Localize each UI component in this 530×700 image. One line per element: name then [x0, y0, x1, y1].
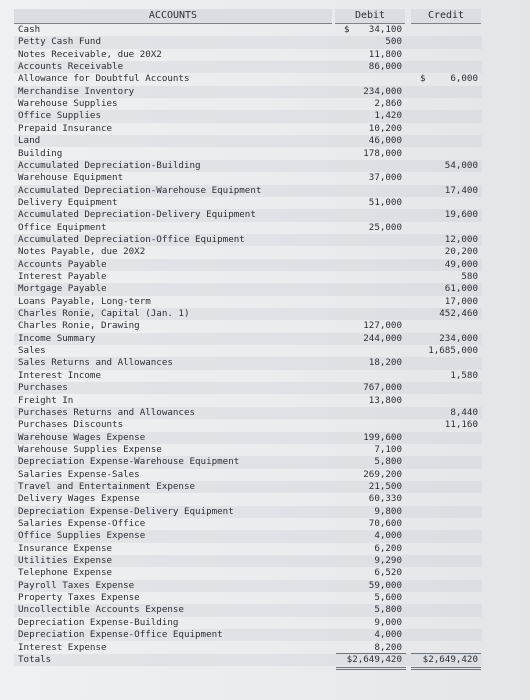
account-name: Warehouse Supplies Expense [18, 443, 162, 455]
debit-amount: 9,290 [374, 555, 402, 567]
credit-amount: 54,000 [444, 159, 478, 171]
credit-amount: 17,400 [444, 184, 478, 196]
credit-amount: 17,000 [444, 295, 478, 307]
account-name: Depreciation Expense-Warehouse Equipment [18, 456, 240, 468]
account-name: Delivery Wages Expense [18, 493, 140, 505]
table-row [14, 259, 482, 271]
table-row [14, 370, 482, 382]
total-rule [336, 667, 406, 668]
debit-amount: 5,600 [374, 592, 402, 604]
account-name: Salaries Expense-Office [18, 518, 146, 529]
table-row [14, 24, 482, 36]
debit-amount: 2,860 [374, 98, 402, 110]
table-row [14, 530, 482, 542]
table-row [14, 49, 482, 61]
account-name: Warehouse Supplies [18, 98, 118, 110]
table-row [14, 222, 482, 234]
table-row [14, 407, 482, 419]
debit-amount: 21,500 [368, 480, 402, 492]
credit-amount: 6,000 [450, 73, 478, 85]
credit-amount: 8,440 [450, 406, 478, 418]
debit-amount: 60,330 [368, 493, 402, 505]
table-row [14, 246, 482, 258]
debit-amount: 127,000 [363, 320, 402, 332]
debit-amount: 7,100 [374, 443, 402, 455]
table-row [14, 444, 482, 456]
table-row [14, 209, 482, 221]
account-name: Income Summary [18, 332, 96, 344]
table-row [14, 197, 482, 209]
table-row [14, 123, 482, 135]
account-name: Travel and Entertainment Expense [18, 480, 196, 492]
account-name: Telephone Expense [18, 567, 113, 579]
debit-amount: 11,800 [368, 48, 402, 60]
account-name: Notes Receivable, due 20X2 [18, 48, 162, 60]
debit-amount: 51,000 [368, 196, 402, 208]
account-name: Uncollectible Accounts Expense [18, 604, 184, 616]
account-name: Merchandise Inventory [18, 85, 135, 97]
table-row [14, 61, 482, 73]
debit-amount: 9,000 [374, 616, 402, 628]
account-name: Loans Payable, Long-term [18, 295, 151, 307]
total-rule [336, 669, 406, 670]
account-name: Charles Ronie, Drawing [18, 320, 140, 332]
account-name: Sales [18, 345, 46, 357]
debit-amount: 1,420 [374, 110, 402, 122]
table-row [14, 629, 482, 641]
account-name: Notes Payable, due 20X2 [18, 246, 146, 258]
debit-currency-sign: $ [344, 24, 350, 35]
accounts-header: ACCOUNTS [14, 9, 332, 24]
credit-amount: 1,580 [450, 369, 478, 381]
account-name: Purchases [18, 382, 68, 394]
account-name: Office Supplies [18, 110, 101, 122]
account-name: Accumulated Depreciation-Office Equipment [18, 233, 245, 245]
credit-amount: 234,000 [439, 332, 478, 344]
account-name: Freight In [18, 394, 74, 406]
debit-amount: 4,000 [374, 530, 402, 542]
total-rule [411, 653, 481, 654]
debit-amount: 34,100 [368, 24, 402, 35]
debit-amount: 46,000 [368, 135, 402, 147]
table-row [14, 592, 482, 604]
table-row [14, 172, 482, 184]
table-row [14, 481, 482, 493]
table-row [14, 469, 482, 481]
table-row [14, 86, 482, 98]
table-row [14, 567, 482, 579]
credit-amount: 580 [461, 271, 478, 282]
account-name: Interest Income [18, 369, 101, 381]
account-name: Petty Cash Fund [18, 36, 101, 48]
table-row [14, 148, 482, 160]
debit-amount: 8,200 [374, 641, 402, 653]
debit-amount: 244,000 [363, 332, 402, 344]
account-name: Delivery Equipment [18, 196, 118, 208]
debit-amount: 37,000 [368, 172, 402, 184]
account-name: Depreciation Expense-Delivery Equipment [18, 505, 234, 517]
credit-amount: 12,000 [444, 233, 478, 245]
credit-amount: $2,649,420 [422, 653, 478, 665]
account-name: Accumulated Depreciation-Delivery Equipment [18, 209, 256, 221]
account-name: Property Taxes Expense [18, 592, 140, 604]
account-name: Mortgage Payable [18, 283, 107, 295]
debit-amount: 70,600 [368, 518, 402, 529]
credit-amount: 49,000 [444, 258, 478, 270]
credit-amount: 452,460 [439, 308, 478, 320]
account-name: Interest Expense [18, 641, 107, 653]
total-rule [411, 667, 481, 668]
account-name: Depreciation Expense-Office Equipment [18, 629, 223, 641]
debit-amount: 500 [385, 36, 402, 48]
credit-currency-sign: $ [420, 73, 426, 85]
table-row [14, 617, 482, 629]
debit-amount: 269,200 [363, 468, 402, 480]
table-row [14, 110, 482, 122]
table-row [14, 308, 482, 320]
account-name: Purchases Discounts [18, 419, 124, 431]
account-name: Allowance for Doubtful Accounts [18, 73, 190, 85]
account-name: Totals [18, 653, 52, 665]
total-rule [411, 669, 481, 670]
account-name: Accumulated Depreciation-Building [18, 159, 201, 171]
table-row [14, 283, 482, 295]
table-row [14, 345, 482, 357]
table-row [14, 234, 482, 246]
debit-amount: $2,649,420 [346, 653, 402, 665]
account-name: Depreciation Expense-Building [18, 616, 179, 628]
table-row [14, 333, 482, 345]
account-name: Purchases Returns and Allowances [18, 406, 196, 418]
debit-amount: 5,800 [374, 456, 402, 468]
debit-amount: 6,200 [374, 542, 402, 554]
account-name: Charles Ronie, Capital (Jan. 1) [18, 308, 190, 320]
table-row [14, 580, 482, 592]
account-name: Accounts Receivable [18, 61, 124, 73]
account-name: Warehouse Equipment [18, 172, 124, 184]
debit-amount: 178,000 [363, 147, 402, 159]
debit-amount: 4,000 [374, 629, 402, 641]
account-name: Warehouse Wages Expense [18, 431, 146, 443]
table-row [14, 36, 482, 48]
table-row [14, 395, 482, 407]
table-row [14, 506, 482, 518]
table-row [14, 185, 482, 197]
table-row [14, 604, 482, 616]
debit-amount: 25,000 [368, 221, 402, 233]
debit-amount: 86,000 [368, 61, 402, 73]
account-name: Payroll Taxes Expense [18, 579, 135, 591]
account-name: Building [18, 147, 63, 159]
table-row [14, 320, 482, 332]
account-name: Salaries Expense-Sales [18, 468, 140, 480]
totals-row [14, 654, 482, 666]
table-row [14, 135, 482, 147]
debit-amount: 59,000 [368, 579, 402, 591]
debit-amount: 234,000 [363, 85, 402, 97]
credit-amount: 19,600 [444, 209, 478, 221]
debit-amount: 5,800 [374, 604, 402, 616]
table-row [14, 456, 482, 468]
table-row [14, 493, 482, 505]
credit-amount: 1,685,000 [428, 345, 478, 357]
account-name: Utilities Expense [18, 555, 113, 567]
account-name: Office Supplies Expense [18, 530, 146, 542]
table-row [14, 543, 482, 555]
account-name: Interest Payable [18, 271, 107, 282]
table-row [14, 160, 482, 172]
debit-amount: 6,520 [374, 567, 402, 579]
table-row [14, 271, 482, 283]
credit-header: Credit [411, 9, 481, 24]
debit-amount: 199,600 [363, 431, 402, 443]
account-name: Land [18, 135, 41, 147]
table-row [14, 432, 482, 444]
account-name: Prepaid Insurance [18, 122, 113, 134]
debit-amount: 9,800 [374, 505, 402, 517]
debit-amount: 18,200 [368, 357, 402, 369]
account-name: Accounts Payable [18, 258, 107, 270]
account-name: Accumulated Depreciation-Warehouse Equipment [18, 184, 262, 196]
table-row [14, 518, 482, 530]
credit-amount: 11,160 [444, 419, 478, 431]
table-row [14, 357, 482, 369]
account-name: Office Equipment [18, 221, 107, 233]
credit-amount: 20,200 [444, 246, 478, 258]
debit-header: Debit [335, 9, 405, 24]
debit-amount: 13,800 [368, 394, 402, 406]
account-name: Cash [18, 24, 41, 35]
total-rule [336, 653, 406, 654]
credit-amount: 61,000 [444, 283, 478, 295]
account-name: Insurance Expense [18, 542, 113, 554]
debit-amount: 10,200 [368, 122, 402, 134]
table-row [14, 73, 482, 85]
table-row [14, 419, 482, 431]
table-row [14, 382, 482, 394]
debit-amount: 767,000 [363, 382, 402, 394]
table-row [14, 296, 482, 308]
account-name: Sales Returns and Allowances [18, 357, 173, 369]
table-row [14, 98, 482, 110]
table-row [14, 555, 482, 567]
